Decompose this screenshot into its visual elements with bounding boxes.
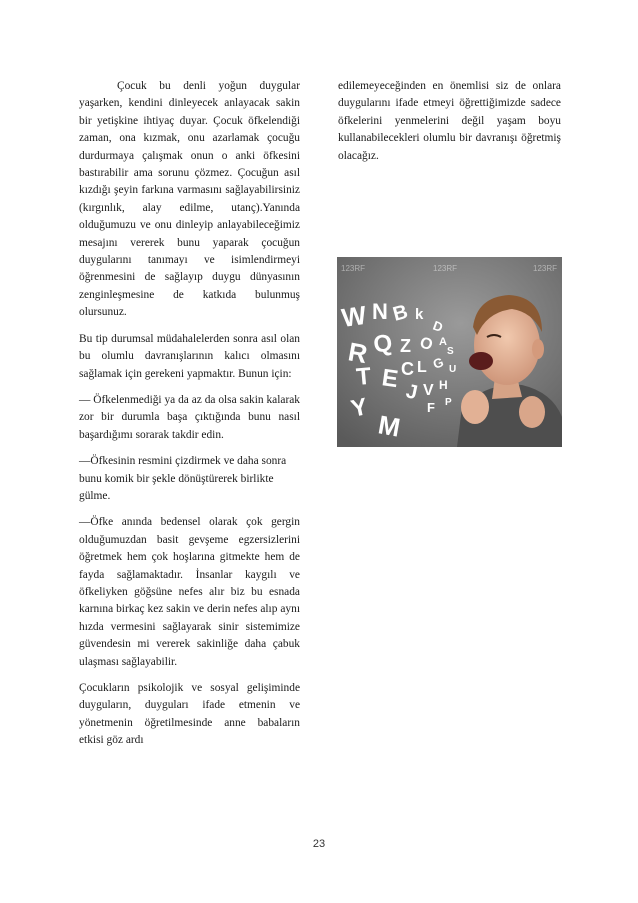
svg-text:B: B <box>390 300 411 326</box>
svg-text:T: T <box>355 362 373 391</box>
left-column <box>79 78 300 759</box>
svg-text:V: V <box>423 382 434 399</box>
svg-text:123RF: 123RF <box>533 264 558 273</box>
svg-text:P: P <box>445 397 452 408</box>
paragraph-6: Çocukların psikolojik ve sosyal gelişiminde duyguların, duyguları ifade etmenin ve yönetmenin öğretilmesinde anne babaların etkisi göz ardı <box>79 682 300 747</box>
svg-text:J: J <box>403 380 420 405</box>
photo-illustration <box>337 257 562 447</box>
svg-text:D: D <box>430 317 445 336</box>
paragraph-5: —Öfke anında bedensel olarak çok gergin olduğumuzdan basit gevşeme egzersizlerini öğretmek hem çok hoşlarına gitmekte hem de fayda sağlamaktadır. İnsanlar kaygılı ve öfkeliyken göğsüne nefes alır biz bu esnada karnına birkaç kez sakin ve derin nefes alıp aynı hızda vermesini sağlayarak sinir sistemimize güvendesin mi vererek sakinliğe daha çabuk ulaşması sağlayabilir. <box>79 516 300 668</box>
svg-text:123RF: 123RF <box>433 264 458 273</box>
paragraph-1: Çocuk bu denli yoğun duygular yaşarken, kendini dinleyecek anlayacak sakin bir yetişkine ihtiyaç duyar. Çocuk öfkelendiği zaman, ona kızmak, onu azarlamak çocuğu durdurmaya çalışmak onun o anki öfkesini bastırabilir ama sorunu çözmez. Çocuğun asıl kızdığı şeyin farkına varmasını sağlayabilirsiniz (kırgınlık, alay edilme, utanç).Yanında olduğumuzu ve onu dinleyip anlayabileceğimiz mesajını vererek bunu yaparak çocuğun duygularını tanımayı ve isimlendirmeyi öğrenmesini de sağlayıp duygu dünyasının zenginleşmesine de katkıda bulunmuş olursunuz. <box>79 80 300 319</box>
paragraph-3: — Öfkelenmediği ya da az da olsa sakin kalarak zor bir durumla başa çıktığında bunu nasıl başardığımı sorarak takdir edin. <box>79 393 300 441</box>
svg-text:Q: Q <box>371 329 395 359</box>
svg-text:123RF: 123RF <box>341 264 366 273</box>
svg-text:W: W <box>339 299 369 333</box>
right-column <box>338 78 561 174</box>
page-number: 23 <box>312 838 326 850</box>
svg-text:C: C <box>401 359 414 379</box>
svg-text:S: S <box>447 346 454 357</box>
svg-text:k: k <box>415 306 424 323</box>
svg-text:A: A <box>439 336 447 348</box>
svg-text:N: N <box>372 299 388 324</box>
paragraph-2: Bu tip durumsal müdahalelerden sonra asıl olan bu olumlu davranışlarının kalıcı olmasını sağlamak için gerekeni yapmaktır. Bunun için: <box>79 332 300 380</box>
paragraph-4: —Öfkesinin resmini çizdirmek ve daha sonra bunu komik bir şekle dönüştürerek birlikte gülme. <box>79 455 287 502</box>
svg-text:G: G <box>430 354 446 372</box>
svg-text:E: E <box>380 364 400 394</box>
paragraph-7: edilemeyeceğinden en önemlisi siz de onlara duygularını ifade etmeyi öğrettiğimizde sadece öfkelerini yenmelerini değil yaşam boyu kullanabilecekleri olumlu bir davranışı öğretmiş olacağız. <box>338 80 561 162</box>
svg-text:H: H <box>439 378 448 392</box>
svg-text:M: M <box>375 409 403 443</box>
svg-text:O: O <box>417 334 435 355</box>
svg-text:R: R <box>345 336 370 370</box>
svg-text:Z: Z <box>400 336 411 356</box>
shouting-boy-photo <box>337 257 562 447</box>
svg-text:U: U <box>449 364 457 375</box>
svg-text:F: F <box>427 400 435 415</box>
svg-text:Y: Y <box>348 393 370 423</box>
svg-text:L: L <box>417 359 427 376</box>
